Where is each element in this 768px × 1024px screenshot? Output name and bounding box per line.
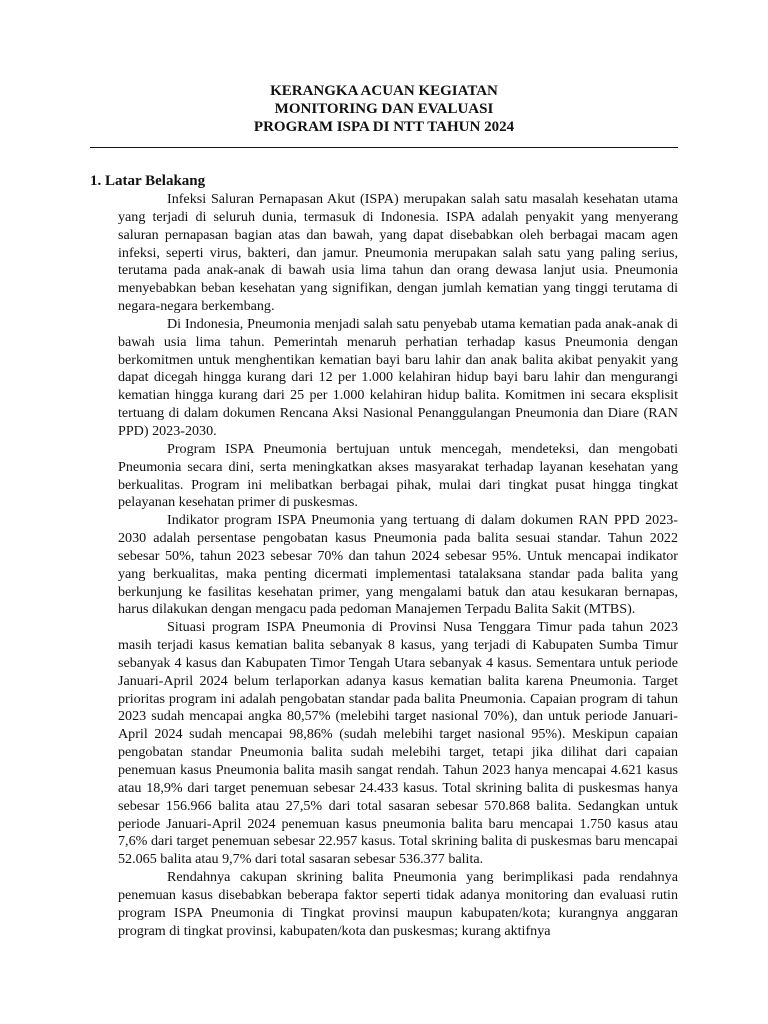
- paragraph-6: Rendahnya cakupan skrining balita Pneumonia yang berimplikasi pada rendahnya penemuan kasus disebabkan beberapa faktor seperti tidak adanya monitoring dan evaluasi rutin program ISPA Pneumonia di Tingkat provinsi maupun kabupaten/kota; kurangnya anggaran program di tingkat provinsi, kabupaten/kota dan puskesmas; kurang aktifnya: [118, 869, 678, 939]
- document-title: [90, 82, 678, 136]
- title-line-2: MONITORING DAN EVALUASI: [274, 101, 494, 117]
- title-line-3: PROGRAM ISPA DI NTT TAHUN 2024: [253, 119, 515, 135]
- title-divider: [90, 147, 678, 148]
- paragraph-3: Program ISPA Pneumonia bertujuan untuk mencegah, mendeteksi, dan mengobati Pneumonia secara dini, serta meningkatkan akses masyarakat terhadap layanan kesehatan yang berkualitas. Program ini melibatkan berbagai pihak, mulai dari tingkat pusat hingga tingkat pelayanan kesehatan primer di puskesmas.: [118, 440, 678, 511]
- title-line-1: KERANGKA ACUAN KEGIATAN: [270, 83, 498, 99]
- section-heading: 1. Latar Belakang: [90, 173, 206, 189]
- paragraph-5: Situasi program ISPA Pneumonia di Provinsi Nusa Tenggara Timur pada tahun 2023 masih terjadi kasus kematian balita sebanyak 8 kasus, yang terjadi di Kabupaten Sumba Timur sebanyak 4 kasus dan Kabupaten Timor Tengah Utara sebanyak 4 kasus. Sementara untuk periode Januari-April 2024 belum terlaporkan adanya kasus kematian balita karena Pneumonia. Target prioritas program ini adalah pengobatan standar pada balita Pneumonia. Capaian program di tahun 2023 sudah mencapai angka 80,57% (melebihi target nasional 70%), dan untuk periode Januari-April 2024 sudah mencapai 98,86% (sudah melebihi target nasional 95%). Meskipun capaian pengobatan standar Pneumonia balita sudah melebihi target, tetapi jika dilihat dari capaian penemuan kasus Pneumonia balita masih sangat rendah. Tahun 2023 hanya mencapai 4.621 kasus atau 18,9% dari target penemuan sebesar 24.433 kasus. Total skrining balita di puskesmas hanya sebesar 156.966 balita atau 27,5% dari total sasaran sebesar 570.868 balita. Sedangkan untuk periode Januari-April 2024 penemuan kasus pneumonia balita baru mencapai 1.750 kasus atau 7,6% dari target penemuan sebesar 22.957 kasus. Total skrining balita di puskesmas baru mencapai 52.065 balita atau 9,7% dari total sasaran sebesar 536.377 balita.: [118, 619, 678, 868]
- paragraph-1: Infeksi Saluran Pernapasan Akut (ISPA) merupakan salah satu masalah kesehatan utama yang terjadi di seluruh dunia, termasuk di Indonesia. ISPA adalah penyakit yang menyerang saluran pernapasan bagian atas dan bawah, yang dapat disebabkan oleh berbagai macam agen infeksi, seperti virus, bakteri, dan jamur. Pneumonia merupakan salah satu yang paling serius, terutama pada anak-anak di bawah usia lima tahun dan orang dewasa lanjut usia. Pneumonia menyebabkan beban kesehatan yang signifikan, dengan jumlah kematian yang tinggi terutama di negara-negara berkembang.: [118, 191, 678, 315]
- section-latar-belakang: [90, 172, 678, 940]
- paragraph-2: Di Indonesia, Pneumonia menjadi salah satu penyebab utama kematian pada anak-anak di bawah usia lima tahun. Pemerintah menaruh perhatian terhadap kasus Pneumonia dengan berkomitmen untuk menghentikan kematian bayi baru lahir dan anak balita akibat penyakit yang dapat dicegah hingga kurang dari 12 per 1.000 kelahiran hidup bayi baru lahir dan mengurangi kematian hingga kurang dari 25 per 1.000 kelahiran hidup balita. Komitmen ini secara eksplisit tertuang di dalam dokumen Rencana Aksi Nasional Penanggulangan Pneumonia dan Diare (RAN PPD) 2023-2030.: [118, 315, 678, 439]
- paragraph-4: Indikator program ISPA Pneumonia yang tertuang di dalam dokumen RAN PPD 2023-2030 adalah persentase pengobatan kasus Pneumonia pada balita sesuai standar. Tahun 2022 sebesar 50%, tahun 2023 sebesar 70% dan tahun 2024 sebesar 95%. Untuk mencapai indikator yang berkualitas, maka penting dicermati implementasi tatalaksana standar pada balita yang berkunjung ke fasilitas kesehatan primer, yang mengalami batuk dan atau kesukaran bernapas, harus dilakukan dengan mengacu pada pedoman Manajemen Terpadu Balita Sakit (MTBS).: [118, 512, 678, 618]
